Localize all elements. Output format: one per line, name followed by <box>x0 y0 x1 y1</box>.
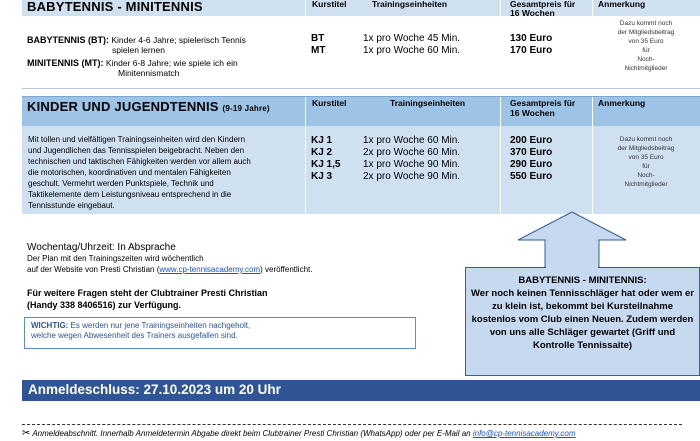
note-line: Nichtmitglieder <box>624 181 668 188</box>
col-price-line2: 16 Wochen <box>510 8 555 18</box>
col-price-line1: Gesamtpreis für <box>510 0 576 9</box>
note-line: der Mitgliedsbeitrag <box>617 29 675 36</box>
course-sessions: 2x pro Woche 90 Min. <box>363 171 461 182</box>
course-code: MT <box>311 45 326 56</box>
course-price: 200 Euro <box>510 135 553 146</box>
registration-slip-text <box>22 428 576 439</box>
schedule-title: Wochentag/Uhrzeit: In Absprache <box>27 242 176 253</box>
note-line: der Mitgliedsbeitrag <box>617 145 675 152</box>
bt-label: BABYTENNIS (BT): <box>27 35 109 45</box>
course-code: BT <box>311 33 325 44</box>
mt-label: MINITENNIS (MT): <box>27 58 104 68</box>
contact-line1: Für weitere Fragen steht der Clubtrainer Presti Christian <box>27 288 268 298</box>
website-link[interactable]: www.cp-tennisacademy.com <box>159 265 261 274</box>
section2-title <box>27 100 270 115</box>
schedule-line1: Der Plan mit den Trainingszeiten wird wöchentlich <box>27 254 204 263</box>
col-kurstitel: Kurstitel <box>312 0 347 9</box>
course-price: 550 Euro <box>510 171 553 182</box>
description-line: technischen und taktischen Fähigkeiten werden vor allem auch <box>28 157 251 166</box>
bt-text: Kinder 4-6 Jahre; spielerisch Tennis <box>109 35 246 45</box>
schedule-line2 <box>27 265 312 274</box>
callout-title: BABYTENNIS - MINITENNIS: <box>518 275 647 286</box>
wichtig-line2: welche wegen Abwesenheit des Trainers ausgefallen sind. <box>31 331 238 340</box>
callout-body: Wer noch keinen Tennisschläger hat oder wem er zu klein ist, bekommt bei Kursteilnahme kostenlos vom Club einen Neuen. Zudem werden von uns alle Schläger gewartet (Griff und Kontrolle Tennissaite) <box>471 288 694 351</box>
note-line: Noch- <box>637 56 655 63</box>
section2-title-text: KINDER UND JUGENDTENNIS <box>27 99 219 114</box>
wichtig-box <box>24 317 416 349</box>
column-divider <box>500 97 501 214</box>
contact-line2: (Handy 338 8406516) zur Verfügung. <box>27 300 182 310</box>
section1-title: BABYTENNIS - MINITENNIS <box>27 0 203 14</box>
course-price: 170 Euro <box>510 45 553 56</box>
course-sessions: 1x pro Woche 60 Min. <box>363 45 461 56</box>
col-price-line1: Gesamtpreis für <box>510 98 576 108</box>
column-divider <box>592 0 593 88</box>
description-line: geschult. Vermehrt werden Punktspiele, Technik und <box>28 179 214 188</box>
description-line: die motorischen, koordinativen und mentalen Fähigkeiten <box>28 168 231 177</box>
course-price: 290 Euro <box>510 159 553 170</box>
section2-age-range: (9-19 Jahre) <box>222 104 270 113</box>
note-line: von 35 Euro <box>628 154 664 161</box>
col-anmerkung: Anmerkung <box>598 0 646 9</box>
mt-text: Kinder 6-8 Jahre; wie spiele ich ein <box>103 58 238 68</box>
mt-text-line2: Minitennismatch <box>118 68 180 78</box>
note-line: Noch- <box>637 172 655 179</box>
schedule-line2-pre: auf der Website von Presti Christian ( <box>27 265 160 274</box>
course-code: KJ 3 <box>311 171 333 182</box>
wichtig-text: Es werden nur jene Trainingseinheiten nachgeholt, <box>68 321 251 330</box>
course-code: KJ 1 <box>311 135 333 146</box>
note-line: von 35 Euro <box>628 38 664 45</box>
description-line: Mit tollen und vielfältigen Trainingseinheiten wird den Kindern <box>28 135 246 144</box>
col-trainingseinheiten: Trainingseinheiten <box>390 98 466 108</box>
col-price-line2: 16 Wochen <box>510 108 555 118</box>
description-line: und Jugendlichen das Tennisspielen beigebracht. Neben den <box>28 146 245 155</box>
section2-description <box>28 134 251 211</box>
course-price: 370 Euro <box>510 147 553 158</box>
callout-text <box>470 274 695 352</box>
column-divider <box>305 0 306 88</box>
col-anmerkung: Anmerkung <box>598 98 646 108</box>
wichtig-line1 <box>31 321 409 331</box>
description-line: Tennisstunde eingebaut. <box>28 201 115 210</box>
course-code: KJ 1,5 <box>311 159 341 170</box>
course-price: 130 Euro <box>510 33 553 44</box>
note-line: Dazu kommt noch <box>619 20 673 27</box>
course-sessions: 1x pro Woche 90 Min. <box>363 159 461 170</box>
bt-text-line2: spielen lernen <box>112 45 165 55</box>
course-code: KJ 2 <box>311 147 333 158</box>
note-line: Nichtmitglieder <box>624 65 668 72</box>
email-link[interactable]: info@cp-tennisacademy.com <box>472 429 576 438</box>
col-kurstitel: Kurstitel <box>312 98 347 108</box>
membership-note <box>594 135 698 189</box>
course-sessions: 1x pro Woche 60 Min. <box>363 135 461 146</box>
column-divider <box>305 97 306 214</box>
col-trainingseinheiten: Trainingseinheiten <box>372 0 448 9</box>
cut-line <box>22 424 682 425</box>
scissors-icon: ✂ <box>22 428 31 439</box>
membership-note <box>594 19 698 73</box>
note-line: für <box>642 47 650 54</box>
column-divider <box>500 0 501 88</box>
note-line: Dazu kommt noch <box>619 136 673 143</box>
description-line: Taktikelemente dem Leistungsniveau entsprechend in die <box>28 190 232 199</box>
course-sessions: 1x pro Woche 45 Min. <box>363 33 461 44</box>
column-divider <box>592 97 593 214</box>
course-sessions: 2x pro Woche 60 Min. <box>363 147 461 158</box>
note-line: für <box>642 163 650 170</box>
wichtig-label: WICHTIG: <box>31 321 69 330</box>
section1-bottom-line <box>22 88 700 89</box>
registration-deadline: Anmeldeschluss: 27.10.2023 um 20 Uhr <box>22 380 700 401</box>
slip-instructions: Anmeldeabschnitt. Innerhalb Anmeldetermin Abgabe direkt beim Clubtrainer Presti Christian (WhatsApp) oder per E-Mail an <box>32 429 473 438</box>
schedule-line2-post: ) veröffentlicht. <box>260 265 313 274</box>
